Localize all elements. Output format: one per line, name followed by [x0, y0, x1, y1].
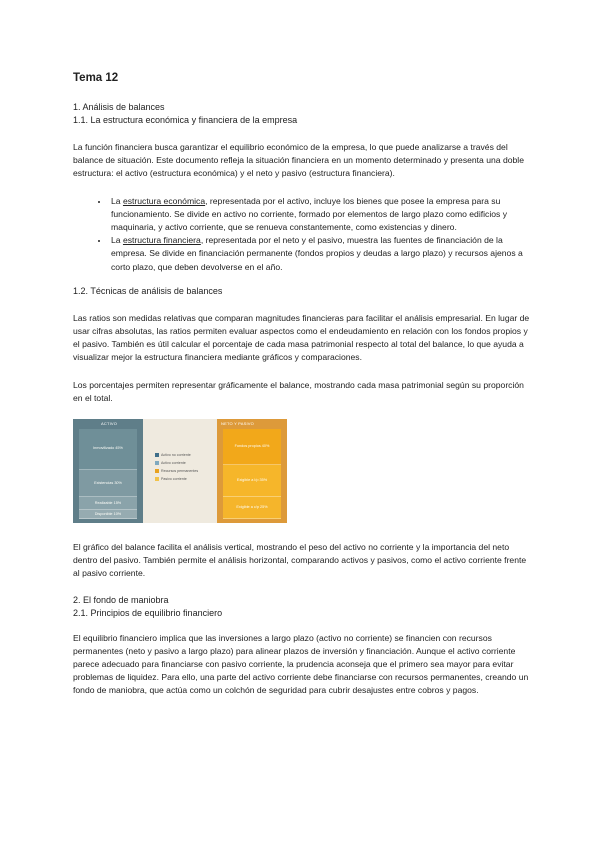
pasivo-block: Exigible a c/p 25%	[223, 497, 281, 520]
paragraph-porcentajes: Los porcentajes permiten representar gráficamente el balance, mostrando cada masa patrimonial según su proporción en el total.	[73, 379, 524, 403]
paragraph-ratios: Las ratios son medidas relativas que comparan magnitudes financieras para facilitar el análisis empresarial. En lugar de usar cifras absolutas, las ratios permiten evaluar aspectos como el endeudamiento en relación con los fondos propios y el pasivo. También es útil calcular el porcentaje de cada masa patrimonial respecto al total del balance, lo que ayuda a visualizar mejor la estructura financiera mediante gráficos y comparaciones.	[73, 312, 530, 363]
pasivo-block: Exigible a l/p 35%	[223, 465, 281, 497]
document-title: Tema 12	[73, 72, 119, 84]
term-estructura-financiera: estructura financiera	[122, 235, 201, 246]
activo-block: Inmovilizado 45%	[79, 429, 137, 470]
balance-chart-photo	[73, 419, 287, 523]
paragraph-funcion-financiera: La función financiera busca garantizar el equilibrio económico de la empresa, lo que puede analizarse a través del balance de situación. Este documento refleja la situación financiera en un momento determinado y presenta una doble estructura: el activo (estructura económica) y el neto y pasivo (estructura financiera).	[73, 142, 524, 179]
legend-label: Activo corriente	[161, 461, 186, 466]
activo-block: Disponible 10%	[79, 510, 137, 519]
legend-swatch	[155, 461, 159, 465]
activo-block: Existencias 30%	[79, 470, 137, 497]
legend-item	[155, 453, 191, 457]
neto-pasivo-header: NETO Y PASIVO	[221, 421, 254, 427]
legend-label: Pasivo corriente	[161, 477, 187, 482]
neto-pasivo-panel	[217, 419, 287, 523]
pasivo-block: Fondos propios 40%	[223, 429, 281, 465]
legend-label: Recursos permanentes	[161, 469, 199, 474]
legend-swatch	[155, 477, 159, 481]
legend-label: Activo no corriente	[161, 453, 191, 458]
activo-header: ACTIVO	[101, 421, 118, 427]
section-2-1-heading: 2.1. Principios de equilibrio financiero	[73, 607, 223, 618]
legend-item	[155, 461, 186, 465]
section-1-1-heading: 1.1. La estructura económica y financiera de la empresa	[73, 115, 298, 125]
legend-item	[155, 477, 187, 481]
structure-list	[73, 195, 533, 274]
section-1-heading: 1. Análisis de balances	[73, 102, 165, 112]
legend-swatch	[155, 453, 159, 457]
activo-panel	[73, 419, 143, 523]
paragraph-grafico-balance: El gráfico del balance facilita el análisis vertical, mostrando el peso del activo no corriente y la importancia del neto dentro del pasivo. También permite el análisis horizontal, comparando activos y pasivos, como el activo corriente frente al pasivo corriente.	[73, 542, 527, 579]
term-estructura-economica: estructura económica	[122, 195, 206, 206]
list-item-estructura-economica: • La estructura económica, representada por el activo, incluye los bienes que posee la empresa para su funcionamiento. Se divide en activo no corriente, formado por elementos de largo plazo como edificios y maquinaria, y activo corriente, que se renueva constantemente, como existencias y dinero.	[109, 195, 533, 235]
legend-swatch	[155, 469, 159, 473]
legend-item	[155, 469, 198, 473]
section-1-2-heading: 1.2. Técnicas de análisis de balances	[73, 285, 223, 296]
document-page	[73, 66, 533, 712]
list-item-estructura-financiera: • La estructura financiera, representada por el neto y el pasivo, muestra las fuentes de financiación de la empresa. Se divide en financiación permanente (fondos propios y deudas a largo plazo) y recursos ajenos a corto plazo, que deben devolverse en el año.	[109, 234, 533, 274]
section-2-heading: 2. El fondo de maniobra	[73, 594, 169, 605]
paragraph-equilibrio-financiero: El equilibrio financiero implica que las inversiones a largo plazo (activo no corriente) se financien con recursos permanentes (neto y pasivo a largo plazo) para alinear plazos de inversión y financiación. Aunque el activo corriente parece adecuado para financiarse con pasivo corriente, la prudencia aconseja que el primero sea mayor para evitar problemas de liquidez. Para ello, una parte del activo corriente debe financiarse con recursos permanentes, creando un fondo de maniobra, que actúa como un colchón de seguridad para cubrir desajustes entre cobros y pagos.	[73, 632, 529, 696]
activo-block: Realizable 15%	[79, 497, 137, 511]
